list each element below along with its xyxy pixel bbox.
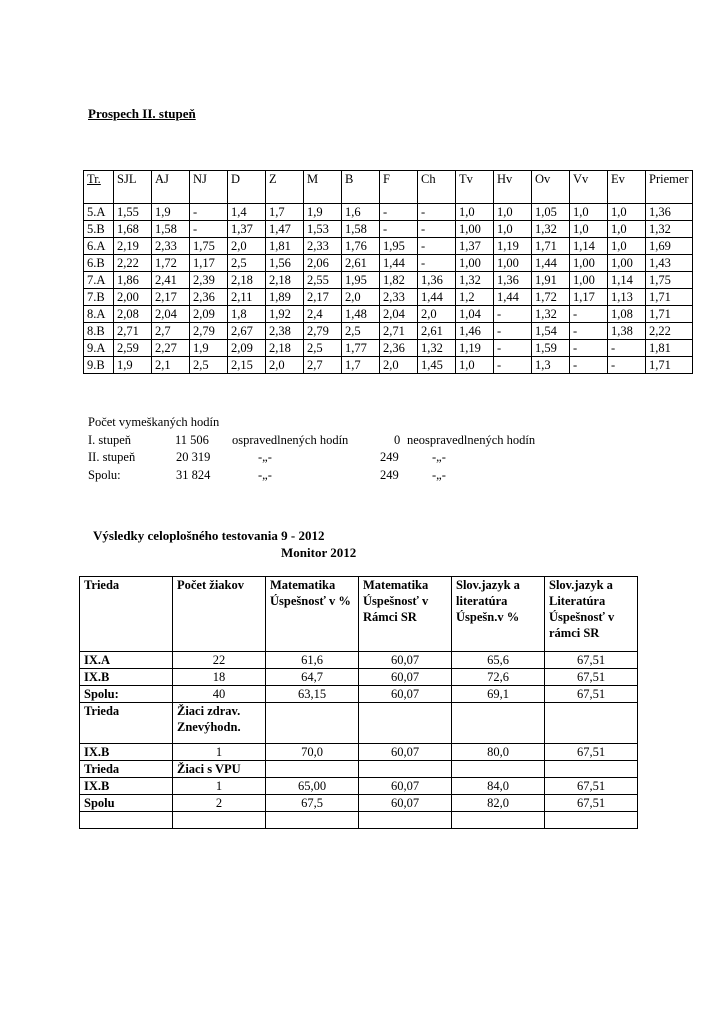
results-value-cell: 40: [173, 686, 266, 703]
absence-unexcused-label: neospravedlnených hodín: [407, 432, 536, 447]
grades-header-cell: AJ: [152, 171, 190, 204]
grades-value-cell: 1,00: [570, 272, 608, 289]
grades-value-cell: 2,0: [266, 357, 304, 374]
grades-value-cell: 1,71: [532, 238, 570, 255]
grades-class-cell: 7.A: [84, 272, 114, 289]
grades-value-cell: 2,09: [228, 340, 266, 357]
results-value-cell: 84,0: [452, 778, 545, 795]
grades-value-cell: 1,44: [418, 289, 456, 306]
grades-value-cell: 1,0: [570, 221, 608, 238]
results-subheader-cell: [545, 761, 638, 778]
results-header-cell: Počet žiakov: [173, 577, 266, 652]
grades-value-cell: 2,18: [266, 272, 304, 289]
grades-value-cell: 1,3: [532, 357, 570, 374]
grades-value-cell: 1,68: [114, 221, 152, 238]
grades-value-cell: 1,38: [608, 323, 646, 340]
grades-value-cell: 1,53: [304, 221, 342, 238]
grades-row: [84, 340, 693, 357]
grades-table: [83, 170, 693, 374]
grades-value-cell: 2,0: [228, 238, 266, 255]
grades-value-cell: -: [190, 204, 228, 221]
grades-value-cell: -: [570, 340, 608, 357]
results-value-cell: 67,51: [545, 778, 638, 795]
grades-header-cell: Z: [266, 171, 304, 204]
results-value-cell: 67,51: [545, 669, 638, 686]
grades-value-cell: 1,05: [532, 204, 570, 221]
grades-header-cell: D: [228, 171, 266, 204]
absence-excused: 20 319: [176, 450, 211, 464]
absence-unexcused-label: -„-: [432, 450, 446, 464]
grades-value-cell: 1,00: [494, 255, 532, 272]
grades-value-cell: 2,17: [304, 289, 342, 306]
results-value-cell: 70,0: [266, 744, 359, 761]
grades-class-cell: 5.A: [84, 204, 114, 221]
grades-header-cell: Hv: [494, 171, 532, 204]
results-subheader-cell: [545, 703, 638, 744]
grades-row: [84, 272, 693, 289]
section-title-testovanie: Výsledky celoplošného testovania 9 - 2012: [93, 528, 325, 543]
grades-value-cell: 1,00: [456, 221, 494, 238]
grades-value-cell: -: [494, 340, 532, 357]
grades-class-cell: 7.B: [84, 289, 114, 306]
absence-unexcused: 0: [394, 432, 401, 447]
grades-value-cell: 2,36: [380, 340, 418, 357]
grades-value-cell: 1,75: [190, 238, 228, 255]
grades-value-cell: 2,09: [190, 306, 228, 323]
results-value-cell: 60,07: [359, 686, 452, 703]
grades-class-cell: 8.B: [84, 323, 114, 340]
grades-value-cell: 2,36: [190, 289, 228, 306]
results-value-cell: 65,6: [452, 652, 545, 669]
grades-value-cell: -: [570, 306, 608, 323]
results-class-cell: IX.B: [80, 744, 173, 761]
grades-value-cell: 1,7: [266, 204, 304, 221]
results-empty-cell: [545, 812, 638, 829]
grades-class-cell: 9.B: [84, 357, 114, 374]
grades-value-cell: 1,0: [608, 221, 646, 238]
results-value-cell: 69,1: [452, 686, 545, 703]
grades-value-cell: 1,7: [342, 357, 380, 374]
grades-row: [84, 238, 693, 255]
grades-value-cell: 2,06: [304, 255, 342, 272]
grades-value-cell: -: [494, 323, 532, 340]
absence-label: Spolu:: [88, 467, 121, 482]
grades-value-cell: 1,37: [228, 221, 266, 238]
grades-value-cell: 1,86: [114, 272, 152, 289]
results-row: [80, 669, 638, 686]
results-subheader-cell: [359, 703, 452, 744]
grades-value-cell: 1,19: [456, 340, 494, 357]
grades-value-cell: 1,95: [380, 238, 418, 255]
grades-value-cell: 2,0: [342, 289, 380, 306]
grades-header-cell: NJ: [190, 171, 228, 204]
results-subheader-cell: [452, 703, 545, 744]
results-value-cell: 22: [173, 652, 266, 669]
grades-value-cell: 1,32: [418, 340, 456, 357]
grades-value-cell: 1,47: [266, 221, 304, 238]
results-header-cell: Slov.jazyk a Literatúra Úspešnosť v rámci SR: [545, 577, 638, 652]
grades-value-cell: -: [608, 357, 646, 374]
grades-value-cell: 2,08: [114, 306, 152, 323]
grades-value-cell: 1,00: [608, 255, 646, 272]
grades-value-cell: 1,14: [608, 272, 646, 289]
grades-value-cell: 1,4: [228, 204, 266, 221]
grades-class-cell: 6.A: [84, 238, 114, 255]
grades-value-cell: 1,36: [646, 204, 693, 221]
grades-value-cell: 2,61: [418, 323, 456, 340]
grades-value-cell: -: [494, 357, 532, 374]
grades-value-cell: 2,0: [380, 357, 418, 374]
grades-row: [84, 323, 693, 340]
grades-value-cell: 1,55: [114, 204, 152, 221]
results-subheader-cell: Trieda: [80, 761, 173, 778]
grades-value-cell: -: [380, 221, 418, 238]
grades-value-cell: 1,92: [266, 306, 304, 323]
grades-value-cell: 1,91: [532, 272, 570, 289]
grades-value-cell: 2,71: [114, 323, 152, 340]
results-value-cell: 60,07: [359, 778, 452, 795]
grades-value-cell: 1,0: [456, 357, 494, 374]
grades-value-cell: 1,9: [304, 204, 342, 221]
results-header-row: [80, 577, 638, 652]
grades-value-cell: 2,4: [304, 306, 342, 323]
grades-value-cell: 1,44: [380, 255, 418, 272]
results-empty-cell: [80, 812, 173, 829]
results-value-cell: 67,51: [545, 652, 638, 669]
grades-value-cell: 2,1: [152, 357, 190, 374]
grades-value-cell: 2,7: [152, 323, 190, 340]
results-empty-cell: [266, 812, 359, 829]
grades-header-cell: Vv: [570, 171, 608, 204]
grades-value-cell: 1,77: [342, 340, 380, 357]
grades-value-cell: 1,89: [266, 289, 304, 306]
grades-value-cell: 1,08: [608, 306, 646, 323]
grades-value-cell: 1,0: [456, 204, 494, 221]
absence-excused-label: -„-: [258, 467, 272, 482]
results-class-cell: IX.B: [80, 778, 173, 795]
grades-value-cell: -: [570, 357, 608, 374]
grades-row: [84, 357, 693, 374]
grades-value-cell: -: [418, 255, 456, 272]
grades-value-cell: 2,17: [152, 289, 190, 306]
grades-value-cell: 1,0: [608, 238, 646, 255]
results-class-cell: Spolu:: [80, 686, 173, 703]
grades-value-cell: -: [380, 204, 418, 221]
results-header-cell: Trieda: [80, 577, 173, 652]
grades-value-cell: 2,59: [114, 340, 152, 357]
results-subheader-cell: [359, 761, 452, 778]
results-subheader-cell: Žiaci s VPU: [173, 761, 266, 778]
results-row: [80, 652, 638, 669]
absence-title: Počet vymeškaných hodín: [88, 415, 220, 429]
grades-value-cell: 2,41: [152, 272, 190, 289]
results-value-cell: 65,00: [266, 778, 359, 795]
results-class-cell: IX.B: [80, 669, 173, 686]
grades-value-cell: 2,38: [266, 323, 304, 340]
grades-value-cell: 1,81: [266, 238, 304, 255]
results-value-cell: 60,07: [359, 744, 452, 761]
grades-value-cell: 2,00: [114, 289, 152, 306]
grades-row: [84, 255, 693, 272]
grades-value-cell: 1,9: [190, 340, 228, 357]
absence-summary: [88, 414, 536, 484]
grades-value-cell: 1,71: [646, 357, 693, 374]
grades-value-cell: 1,17: [190, 255, 228, 272]
results-value-cell: 18: [173, 669, 266, 686]
grades-value-cell: 2,15: [228, 357, 266, 374]
grades-value-cell: 1,58: [342, 221, 380, 238]
grades-row: [84, 221, 693, 238]
absence-unexcused-label: -„-: [432, 467, 446, 482]
grades-value-cell: 2,5: [190, 357, 228, 374]
grades-value-cell: 2,19: [114, 238, 152, 255]
results-subheader-cell: Trieda: [80, 703, 173, 744]
grades-value-cell: 1,54: [532, 323, 570, 340]
grades-class-cell: 9.A: [84, 340, 114, 357]
grades-value-cell: 2,55: [304, 272, 342, 289]
grades-value-cell: 2,7: [304, 357, 342, 374]
grades-header-row: [84, 171, 693, 204]
results-value-cell: 72,6: [452, 669, 545, 686]
grades-value-cell: 1,44: [532, 255, 570, 272]
grades-value-cell: 2,18: [266, 340, 304, 357]
results-empty-cell: [452, 812, 545, 829]
absence-excused: 31 824: [176, 467, 211, 482]
absence-label: II. stupeň: [88, 450, 136, 464]
grades-row: [84, 306, 693, 323]
grades-header-cell: M: [304, 171, 342, 204]
results-row: [80, 744, 638, 761]
results-value-cell: 63,15: [266, 686, 359, 703]
absence-label: I. stupeň: [88, 432, 132, 447]
grades-value-cell: 1,71: [646, 306, 693, 323]
grades-value-cell: 1,71: [646, 289, 693, 306]
grades-value-cell: 1,8: [228, 306, 266, 323]
grades-value-cell: 1,48: [342, 306, 380, 323]
results-header-cell: Slov.jazyk a literatúra Úspešn.v %: [452, 577, 545, 652]
grades-value-cell: 2,0: [418, 306, 456, 323]
grades-header-cell: Ch: [418, 171, 456, 204]
grades-header-cell: B: [342, 171, 380, 204]
grades-value-cell: -: [570, 323, 608, 340]
grades-value-cell: 1,17: [570, 289, 608, 306]
grades-class-cell: 6.B: [84, 255, 114, 272]
grades-value-cell: 2,22: [114, 255, 152, 272]
results-value-cell: 67,51: [545, 744, 638, 761]
results-empty-row: [80, 812, 638, 829]
grades-value-cell: 2,79: [304, 323, 342, 340]
grades-value-cell: -: [418, 238, 456, 255]
results-empty-cell: [359, 812, 452, 829]
grades-value-cell: 2,71: [380, 323, 418, 340]
grades-value-cell: 2,33: [152, 238, 190, 255]
grades-value-cell: 1,14: [570, 238, 608, 255]
grades-row: [84, 204, 693, 221]
grades-value-cell: 2,27: [152, 340, 190, 357]
results-value-cell: 1: [173, 744, 266, 761]
grades-value-cell: 1,32: [456, 272, 494, 289]
grades-value-cell: 1,2: [456, 289, 494, 306]
section-title-prospech: Prospech II. stupeň: [88, 106, 196, 121]
results-class-cell: IX.A: [80, 652, 173, 669]
grades-value-cell: 1,36: [418, 272, 456, 289]
grades-value-cell: 2,33: [380, 289, 418, 306]
grades-value-cell: 1,00: [456, 255, 494, 272]
grades-header-cell: Ev: [608, 171, 646, 204]
grades-header-cell: SJL: [114, 171, 152, 204]
absence-row: [88, 467, 446, 485]
grades-value-cell: 1,04: [456, 306, 494, 323]
results-value-cell: 60,07: [359, 795, 452, 812]
results-value-cell: 64,7: [266, 669, 359, 686]
grades-value-cell: 1,9: [152, 204, 190, 221]
grades-value-cell: 1,82: [380, 272, 418, 289]
results-value-cell: 1: [173, 778, 266, 795]
results-subheader-row: [80, 703, 638, 744]
absence-unexcused: 249: [380, 467, 399, 482]
grades-value-cell: 1,59: [532, 340, 570, 357]
section-subtitle-monitor: Monitor 2012: [281, 545, 357, 560]
grades-value-cell: 2,22: [646, 323, 693, 340]
grades-value-cell: 1,95: [342, 272, 380, 289]
grades-row: [84, 289, 693, 306]
grades-value-cell: 2,04: [152, 306, 190, 323]
results-value-cell: 60,07: [359, 669, 452, 686]
grades-value-cell: 1,9: [114, 357, 152, 374]
grades-class-cell: 5.B: [84, 221, 114, 238]
grades-value-cell: 2,18: [228, 272, 266, 289]
grades-value-cell: 1,0: [494, 221, 532, 238]
grades-value-cell: 2,61: [342, 255, 380, 272]
grades-value-cell: 1,19: [494, 238, 532, 255]
grades-value-cell: 1,75: [646, 272, 693, 289]
results-value-cell: 67,5: [266, 795, 359, 812]
grades-value-cell: 1,36: [494, 272, 532, 289]
absence-excused-label: -„-: [258, 450, 272, 464]
grades-class-cell: 8.A: [84, 306, 114, 323]
grades-value-cell: -: [418, 221, 456, 238]
results-table: [79, 576, 638, 829]
results-value-cell: 67,51: [545, 795, 638, 812]
results-subheader-cell: [266, 761, 359, 778]
results-value-cell: 60,07: [359, 652, 452, 669]
grades-value-cell: 2,5: [342, 323, 380, 340]
grades-value-cell: 1,6: [342, 204, 380, 221]
grades-value-cell: 2,5: [228, 255, 266, 272]
grades-value-cell: 2,79: [190, 323, 228, 340]
grades-value-cell: 1,72: [532, 289, 570, 306]
grades-header-cell: Tr.: [84, 171, 114, 204]
grades-value-cell: 1,46: [456, 323, 494, 340]
results-row: [80, 778, 638, 795]
absence-excused: 11 506: [175, 432, 209, 447]
results-subheader-cell: Žiaci zdrav. Znevýhodn.: [173, 703, 266, 744]
grades-value-cell: 1,13: [608, 289, 646, 306]
results-header-cell: Matematika Úspešnosť v %: [266, 577, 359, 652]
absence-row: [88, 449, 446, 467]
results-empty-cell: [173, 812, 266, 829]
grades-value-cell: 1,32: [532, 221, 570, 238]
results-subheader-row: [80, 761, 638, 778]
grades-value-cell: -: [608, 340, 646, 357]
grades-value-cell: 1,44: [494, 289, 532, 306]
grades-value-cell: 1,00: [570, 255, 608, 272]
grades-value-cell: 1,58: [152, 221, 190, 238]
grades-value-cell: 1,32: [532, 306, 570, 323]
absence-excused-label: ospravedlnených hodín: [232, 432, 349, 447]
grades-value-cell: 1,76: [342, 238, 380, 255]
results-value-cell: 61,6: [266, 652, 359, 669]
grades-value-cell: 1,43: [646, 255, 693, 272]
grades-value-cell: 1,72: [152, 255, 190, 272]
grades-header-cell: Priemer: [646, 171, 693, 204]
grades-value-cell: 2,39: [190, 272, 228, 289]
grades-value-cell: 2,11: [228, 289, 266, 306]
grades-value-cell: 1,32: [646, 221, 693, 238]
results-row: [80, 795, 638, 812]
grades-value-cell: 2,67: [228, 323, 266, 340]
results-subheader-cell: [266, 703, 359, 744]
grades-value-cell: -: [494, 306, 532, 323]
grades-value-cell: 1,0: [608, 204, 646, 221]
grades-value-cell: -: [190, 221, 228, 238]
grades-header-cell: Ov: [532, 171, 570, 204]
grades-value-cell: 1,69: [646, 238, 693, 255]
results-class-cell: Spolu: [80, 795, 173, 812]
grades-value-cell: 1,45: [418, 357, 456, 374]
grades-value-cell: 2,33: [304, 238, 342, 255]
results-value-cell: 2: [173, 795, 266, 812]
grades-value-cell: 2,5: [304, 340, 342, 357]
grades-value-cell: 1,0: [570, 204, 608, 221]
grades-value-cell: 1,56: [266, 255, 304, 272]
results-value-cell: 82,0: [452, 795, 545, 812]
grades-value-cell: 1,81: [646, 340, 693, 357]
grades-value-cell: -: [418, 204, 456, 221]
absence-unexcused: 249: [380, 450, 399, 464]
grades-header-cell: Tv: [456, 171, 494, 204]
results-value-cell: 80,0: [452, 744, 545, 761]
results-header-cell: Matematika Úspešnosť v Rámci SR: [359, 577, 452, 652]
grades-header-cell: F: [380, 171, 418, 204]
grades-value-cell: 2,04: [380, 306, 418, 323]
results-subheader-cell: [452, 761, 545, 778]
results-row: [80, 686, 638, 703]
grades-value-cell: 1,0: [494, 204, 532, 221]
absence-row: [88, 432, 536, 450]
results-value-cell: 67,51: [545, 686, 638, 703]
grades-value-cell: 1,37: [456, 238, 494, 255]
